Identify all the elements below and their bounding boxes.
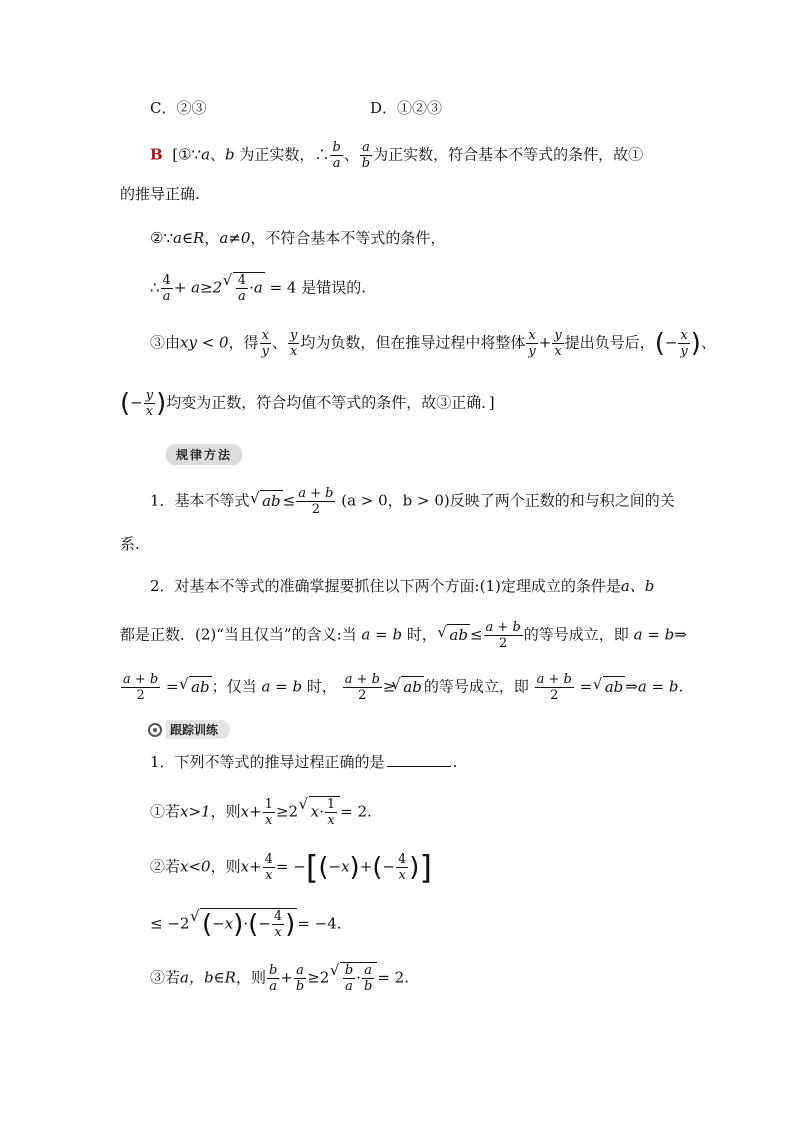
text: 、: [210, 145, 226, 164]
math: xy < 0: [180, 333, 229, 352]
answer-line-3: [150, 228, 445, 248]
sqrt: √ ab: [447, 624, 470, 645]
practice-item-2: ②若x<0，则x+ $\frac{4}{x}$ = −[(−x)+(− $\frac{4}{x}$ )]: [150, 848, 432, 887]
practice-item-1: ①若x>1，则x+ $\frac{1}{x}$ ≥2 √ x· $\frac{1}{x}$ = 2.: [150, 796, 372, 828]
math: a = b⇒: [633, 625, 687, 644]
math: a、b: [620, 577, 655, 595]
text: (a > 0，b > 0)反映了两个正数的和与积之间的关: [341, 491, 675, 510]
option-c: C．②③: [150, 99, 207, 117]
option-d: D．①②③: [370, 99, 443, 117]
text: ③若: [150, 968, 181, 987]
text: 均变为正数，符合均值不等式的条件，故③正确．]: [166, 393, 495, 412]
text: .: [452, 753, 458, 771]
sqrt: √ (−x)·(− $\frac{4}{x}$ ): [200, 908, 297, 940]
fraction: $\frac{y}{x}$: [554, 328, 562, 359]
text: 时，: [406, 625, 437, 644]
text: ③由: [150, 333, 181, 352]
text: = −: [275, 857, 306, 876]
fraction: $\frac{b}{a}$: [332, 140, 341, 171]
method-p1: 1．基本不等式 √ ab ≤ $\frac{a + b}{2}$ (a > 0，b > 0)反映了两个正数的和与积之间的关: [150, 486, 675, 517]
sqrt: √ ab: [189, 676, 212, 697]
method-p2: [150, 576, 654, 596]
answer-line-2: 的推导正确.: [120, 185, 200, 203]
fraction: $\frac{y}{x}$: [290, 328, 298, 359]
sqrt: √ ab: [603, 676, 626, 697]
math: a = b: [261, 677, 303, 696]
text: 均为负数，但在推导过程中将整体: [300, 333, 526, 352]
text: 为正实数，∴: [234, 145, 330, 164]
fraction: $\frac{a}{b}$: [295, 963, 305, 994]
text: ≤ −2: [150, 914, 190, 933]
fraction: $\frac{1}{x}$: [264, 797, 273, 828]
method-badge-label: 规律方法: [166, 444, 242, 465]
fraction: $\frac{x}{y}$: [680, 328, 688, 359]
text: ，: [204, 229, 220, 247]
text: 1．基本不等式: [150, 491, 250, 510]
fraction: $\frac{4}{x}$: [398, 852, 407, 883]
fraction: $\frac{a}{b}$: [361, 140, 371, 171]
answer-line-6: (− $\frac{y}{x}$ )均变为正数，符合均值不等式的条件，故③正确．]: [120, 388, 495, 419]
method-p2-line2: 都是正数．(2)“当且仅当”的含义:当 a = b 时， √ ab ≤ $\frac{a + b}{2}$ 的等号成立，即 a = b⇒: [120, 620, 687, 651]
text: ，则: [235, 968, 266, 987]
sqrt: √ ab: [401, 676, 424, 697]
text: = 4 是错误的.: [269, 278, 366, 297]
fraction: $\frac{a + b}{2}$: [485, 620, 521, 651]
method-badge: [166, 444, 242, 465]
text: ，得: [228, 333, 259, 352]
sqrt: √ x· $\frac{1}{x}$: [309, 796, 341, 828]
answer-letter: B: [150, 145, 163, 164]
text: ，则: [210, 857, 241, 876]
practice-item-2-cont: [150, 908, 342, 940]
fraction: $\frac{a + b}{2}$: [123, 672, 159, 703]
math: ⇒a = b.: [625, 677, 684, 696]
text: 的等号成立，即: [423, 677, 529, 696]
target-icon: [148, 723, 162, 737]
fraction: $\frac{b}{a}$: [268, 963, 278, 994]
practice-question: [150, 752, 457, 772]
math: a∈R: [173, 229, 205, 247]
text: = −4.: [297, 914, 342, 933]
practice-badge-label: 跟踪训练: [166, 720, 230, 739]
text: 为正实数，符合基本不等式的条件，故①: [373, 145, 644, 164]
math: x>1: [180, 802, 211, 821]
fraction: $\frac{4}{x}$: [264, 852, 273, 883]
math: a = b: [361, 625, 403, 644]
text: 提出负号后，: [564, 333, 655, 352]
answer-line-1: B [①∵a、b 为正实数，∴ $\frac{b}{a}$ 、 $\frac{a}{b}$ 为正实数，符合基本不等式的条件，故①: [150, 140, 644, 171]
sqrt: √ $\frac{4}{a}$ ·a: [233, 272, 265, 304]
text: ；仅当: [211, 677, 257, 696]
math: + a≥2: [173, 278, 223, 297]
fraction: $\frac{x}{y}$: [528, 328, 536, 359]
math: a，b∈R: [180, 968, 236, 987]
method-p3: $\frac{a + b}{2}$ = √ ab ；仅当 a = b 时， $\frac{a + b}{2}$ ≥ √ ab 的等号成立，即 $\frac{a + b}{2}$ = √ ab ⇒a = b.: [120, 672, 683, 703]
text: ①若: [150, 802, 181, 821]
fraction: $\frac{a + b}{2}$: [536, 672, 572, 703]
fraction: $\frac{a + b}{2}$: [298, 486, 334, 517]
fraction: $\frac{4}{a}$: [162, 273, 171, 304]
text: ，则: [210, 802, 241, 821]
text: 1．下列不等式的推导过程正确的是: [150, 753, 385, 771]
var: b: [225, 145, 235, 164]
answer-line-4: [150, 272, 366, 304]
text: [①∵: [172, 145, 202, 164]
text: = 2.: [377, 968, 409, 987]
fraction: $\frac{a + b}{2}$: [344, 672, 380, 703]
practice-item-3: ③若a，b∈R，则 $\frac{b}{a}$ + $\frac{a}{b}$ ≥2 √ $\frac{b}{a}$ · $\frac{a}{b}$ = 2.: [150, 962, 409, 994]
answer-line-5: ③由xy < 0，得 $\frac{x}{y}$ 、 $\frac{y}{x}$ 均为负数，但在推导过程中将整体 $\frac{x}{y}$ + $\frac{y}{x}$ 提出负号后，(− $\frac{x}{y}$ )、: [150, 328, 716, 359]
sqrt: √ ab: [260, 490, 283, 511]
text: ，不符合基本不等式的条件，: [250, 229, 446, 247]
text: ②若: [150, 857, 181, 876]
text: 都是正数．(2)“当且仅当”的含义:当: [120, 625, 357, 644]
fraction: $\frac{x}{y}$: [261, 328, 269, 359]
text: ②∵: [150, 229, 173, 247]
text: 2．对基本不等式的准确掌握要抓住以下两个方面:(1)定理成立的条件是: [150, 577, 621, 595]
practice-badge: [148, 720, 230, 739]
var: a: [201, 145, 211, 164]
text: 的等号成立，即: [523, 625, 629, 644]
method-p1-end: 系.: [120, 535, 140, 553]
math: a≠0: [219, 229, 251, 247]
math: x<0: [180, 857, 211, 876]
text: 时，: [306, 677, 337, 696]
sqrt: √ $\frac{b}{a}$ · $\frac{a}{b}$: [340, 962, 377, 994]
text: = 2.: [340, 802, 372, 821]
fraction: $\frac{y}{x}$: [145, 388, 154, 419]
answer-blank[interactable]: [387, 766, 451, 767]
text: ∴: [150, 278, 160, 297]
